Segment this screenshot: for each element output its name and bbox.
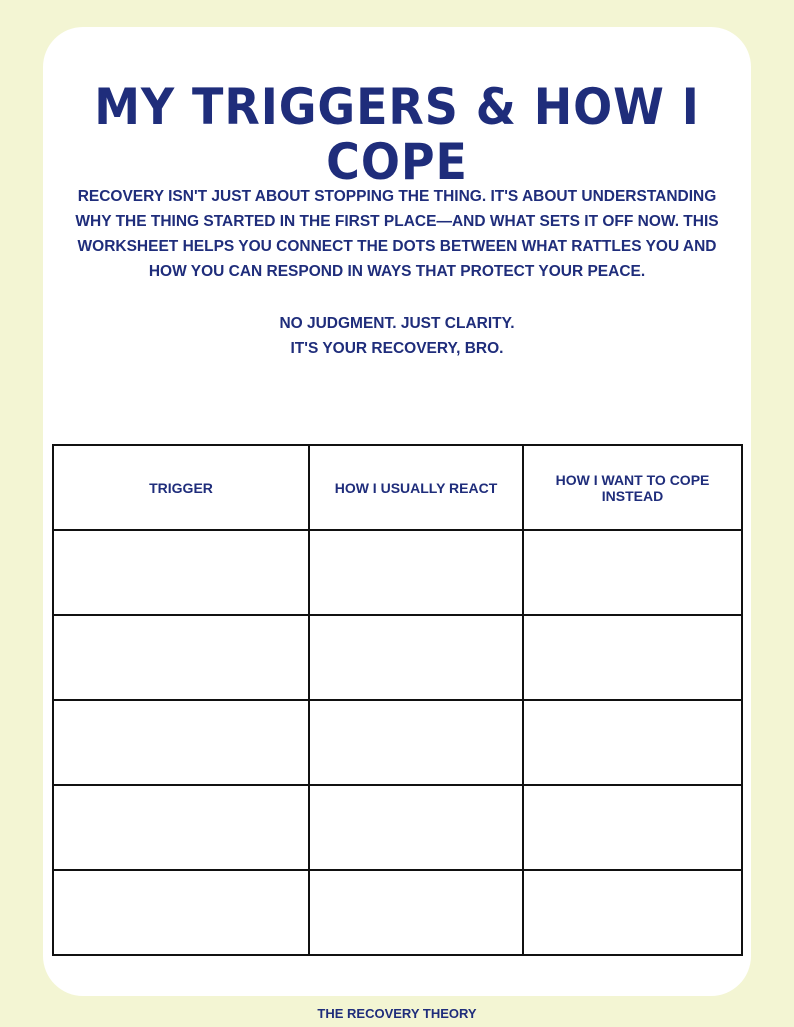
reaction-cell[interactable] xyxy=(309,870,523,955)
reaction-cell[interactable] xyxy=(309,530,523,615)
tagline-line-1: NO JUDGMENT. JUST CLARITY. xyxy=(279,315,515,332)
cope-cell[interactable] xyxy=(523,615,742,700)
trigger-cell[interactable] xyxy=(53,870,309,955)
trigger-cell[interactable] xyxy=(53,785,309,870)
tagline xyxy=(0,311,794,361)
header-cope-instead: HOW I WANT TO COPE INSTEAD xyxy=(523,445,742,530)
reaction-cell[interactable] xyxy=(309,785,523,870)
reaction-cell[interactable] xyxy=(309,615,523,700)
cope-cell[interactable] xyxy=(523,785,742,870)
trigger-cell[interactable] xyxy=(53,615,309,700)
cope-cell[interactable] xyxy=(523,700,742,785)
table-row xyxy=(53,530,742,615)
reaction-cell[interactable] xyxy=(309,700,523,785)
cope-cell[interactable] xyxy=(523,530,742,615)
brand-footer: THE RECOVERY THEORY xyxy=(317,1006,477,1021)
trigger-cell[interactable] xyxy=(53,530,309,615)
table-row xyxy=(53,870,742,955)
header-usual-reaction: HOW I USUALLY REACT xyxy=(309,445,523,530)
tagline-line-2: IT'S YOUR RECOVERY, BRO. xyxy=(290,340,504,357)
table-row xyxy=(53,615,742,700)
header-trigger: TRIGGER xyxy=(53,445,309,530)
trigger-cell[interactable] xyxy=(53,700,309,785)
intro-paragraph: RECOVERY ISN'T JUST ABOUT STOPPING THE THING. IT'S ABOUT UNDERSTANDING WHY THE THING STARTED IN THE FIRST PLACE—AND WHAT SETS IT OFF NOW. THIS WORKSHEET HELPS YOU CONNECT THE DOTS BETWEEN WHAT RATTLES YOU AND HOW YOU CAN RESPOND IN WAYS THAT PROTECT YOUR PEACE. xyxy=(75,188,719,280)
table-header-row xyxy=(53,445,742,530)
table-row xyxy=(53,785,742,870)
worksheet-title: MY TRIGGERS & HOW I COPE xyxy=(94,78,700,191)
table-row xyxy=(53,700,742,785)
cope-cell[interactable] xyxy=(523,870,742,955)
coping-table xyxy=(52,444,743,956)
